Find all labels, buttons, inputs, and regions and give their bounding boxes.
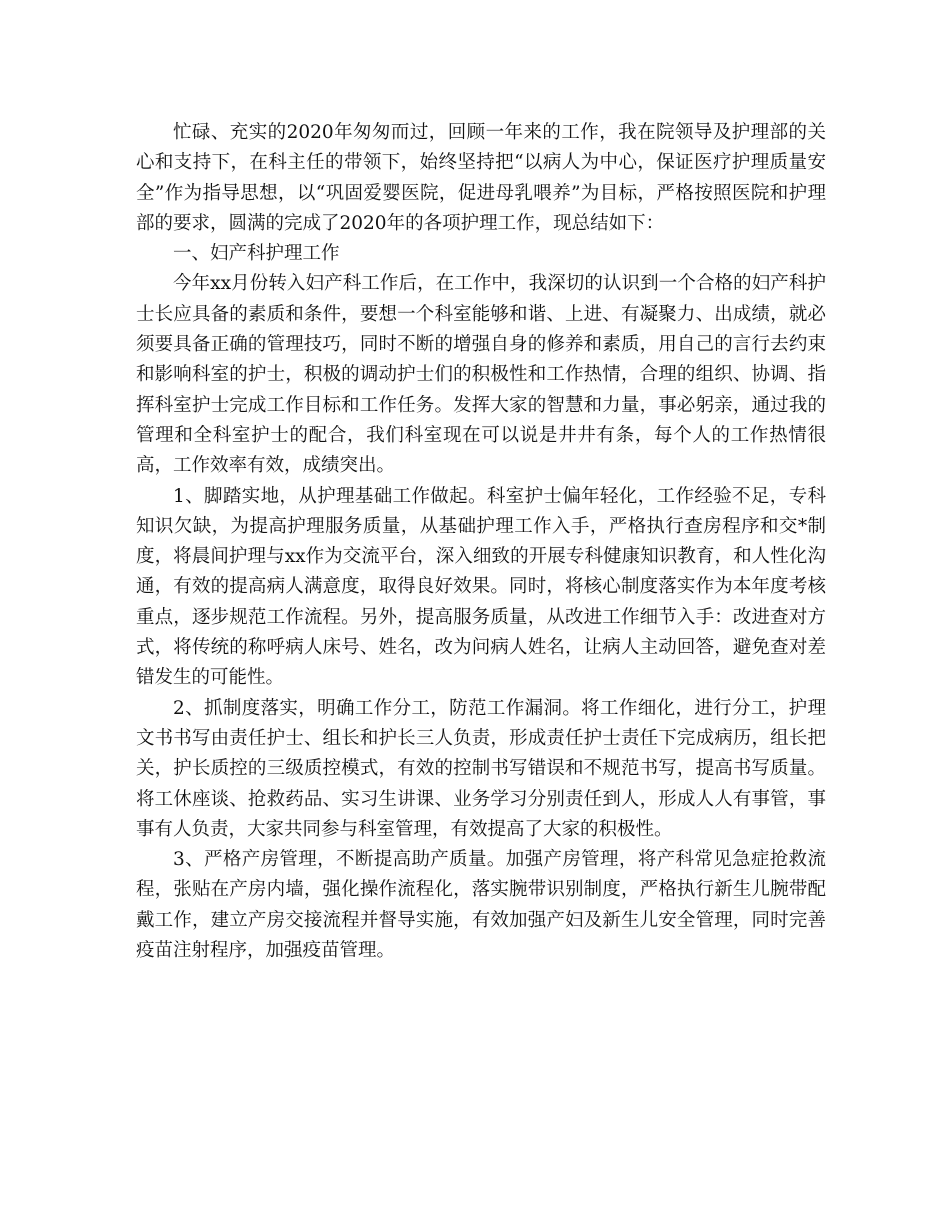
section-heading: 一、妇产科护理工作 bbox=[173, 243, 340, 265]
item-paragraph-2: 2、抓制度落实，明确工作分工，防范工作漏洞。将工作细化，进行分工，护理文书书写由责任护士、组长和护长三人负责，形成责任护士责任下完成病历，组长把关，护长质控的三级质控模式，有效的控制书写错误和不规范书写，提高书写质量。将工休座谈、抢救药品、实习生讲课、业务学习分别责任到人，形成人人有事管，事事有人负责，大家共同参与科室管理，有效提高了大家的积极性。 bbox=[136, 697, 826, 840]
item-paragraph-1: 1、脚踏实地，从护理基础工作做起。科室护士偏年轻化，工作经验不足，专科知识欠缺，为提高护理服务质量，从基础护理工作入手，严格执行查房程序和交*制度，将晨间护理与xx作为交流平台，深入细致的开展专科健康知识教育，和人性化沟通，有效的提高病人满意度，取得良好效果。同时，将核心制度落实作为本年度考核重点，逐步规范工作流程。另外，提高服务质量，从改进工作细节入手：改进查对方式，将传统的称呼病人床号、姓名，改为问病人姓名，让病人主动回答，避免查对差错发生的可能性。 bbox=[136, 485, 826, 689]
body-paragraph: 今年xx月份转入妇产科工作后，在工作中，我深切的认识到一个合格的妇产科护士长应具备的素质和条件，要想一个科室能够和谐、上进、有凝聚力、出成绩，就必须要具备正确的管理技巧，同时不断的增强自身的修养和素质，用自己的言行去约束和影响科室的护士，积极的调动护士们的积极性和工作热情，合理的组织、协调、指挥科室护士完成工作目标和工作任务。发挥大家的智慧和力量，事必躬亲，通过我的管理和全科室护士的配合，我们科室现在可以说是井井有条，每个人的工作热情很高，工作效率有效，成绩突出。 bbox=[136, 273, 826, 477]
document-body bbox=[136, 118, 826, 966]
intro-paragraph: 忙碌、充实的2020年匆匆而过，回顾一年来的工作，我在院领导及护理部的关心和支持下，在科主任的带领下，始终坚持把“以病人为中心，保证医疗护理质量安全”作为指导思想，以“巩固爱婴医院，促进母乳喂养”为目标，严格按照医院和护理部的要求，圆满的完成了2020年的各项护理工作，现总结如下： bbox=[136, 122, 826, 234]
item-paragraph-3: 3、严格产房管理，不断提高助产质量。加强产房管理，将产科常见急症抢救流程，张贴在产房内墙，强化操作流程化，落实腕带识别制度，严格执行新生儿腕带配戴工作，建立产房交接流程并督导实施，有效加强产妇及新生儿安全管理，同时完善疫苗注射程序，加强疫苗管理。 bbox=[136, 849, 826, 962]
